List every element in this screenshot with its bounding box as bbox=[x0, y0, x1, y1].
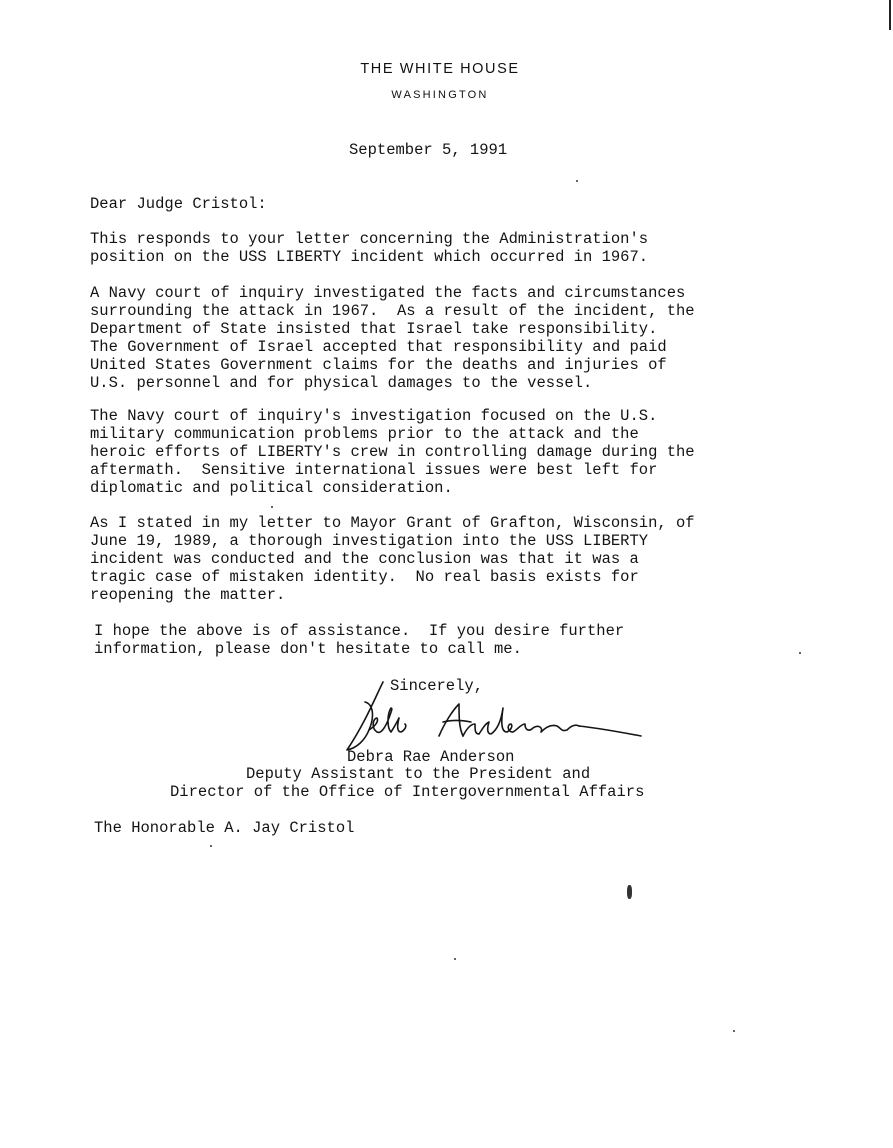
paragraph-line: information, please don't hesitate to call me. bbox=[94, 640, 522, 658]
paragraph-2 bbox=[90, 284, 695, 392]
paragraph-line: reopening the matter. bbox=[90, 586, 286, 604]
recipient: The Honorable A. Jay Cristol bbox=[94, 819, 355, 837]
scan-speck bbox=[271, 506, 273, 508]
letter-date: September 5, 1991 bbox=[349, 141, 508, 159]
paragraph-line: A Navy court of inquiry investigated the facts and circumstances bbox=[90, 284, 686, 302]
paragraph-5 bbox=[94, 622, 624, 658]
scan-edge-mark bbox=[889, 0, 891, 30]
signer-title-line-1: Deputy Assistant to the President and bbox=[246, 765, 591, 783]
salutation: Dear Judge Cristol: bbox=[90, 195, 267, 213]
letterhead-city: WASHINGTON bbox=[391, 89, 489, 101]
scan-speck bbox=[799, 652, 801, 654]
scan-speck bbox=[576, 180, 578, 182]
paragraph-line: position on the USS LIBERTY incident which occurred in 1967. bbox=[90, 248, 649, 266]
paragraph-1 bbox=[90, 230, 648, 266]
paragraph-line: June 19, 1989, a thorough investigation into the USS LIBERTY bbox=[90, 532, 649, 550]
scan-speck bbox=[733, 1030, 735, 1032]
paragraph-line: aftermath. Sensitive international issues were best left for bbox=[90, 461, 658, 479]
paragraph-line: military communication problems prior to the attack and the bbox=[90, 425, 639, 443]
paragraph-line: surrounding the attack in 1967. As a result of the incident, the bbox=[90, 302, 695, 320]
signer-name: Debra Rae Anderson bbox=[347, 748, 515, 766]
letterhead-title: THE WHITE HOUSE bbox=[360, 61, 520, 77]
paragraph-line: As I stated in my letter to Mayor Grant of Grafton, Wisconsin, of bbox=[90, 514, 695, 532]
scan-speck bbox=[627, 885, 632, 899]
paragraph-4 bbox=[90, 514, 695, 604]
paragraph-line: incident was conducted and the conclusion was that it was a bbox=[90, 550, 639, 568]
paragraph-line: Department of State insisted that Israel take responsibility. bbox=[90, 320, 658, 338]
closing: Sincerely, bbox=[390, 677, 484, 695]
paragraph-line: United States Government claims for the deaths and injuries of bbox=[90, 356, 667, 374]
paragraph-line: heroic efforts of LIBERTY's crew in controlling damage during the bbox=[90, 443, 695, 461]
paragraph-line: U.S. personnel and for physical damages to the vessel. bbox=[90, 374, 593, 392]
scan-speck bbox=[454, 958, 456, 960]
paragraph-line: I hope the above is of assistance. If you desire further bbox=[94, 622, 625, 640]
paragraph-line: The Government of Israel accepted that responsibility and paid bbox=[90, 338, 667, 356]
paragraph-line: The Navy court of inquiry's investigation focused on the U.S. bbox=[90, 407, 658, 425]
paragraph-3 bbox=[90, 407, 695, 497]
paragraph-line: diplomatic and political consideration. bbox=[90, 479, 453, 497]
signer-title-line-2: Director of the Office of Intergovernmental Affairs bbox=[170, 783, 645, 801]
paragraph-line: tragic case of mistaken identity. No real basis exists for bbox=[90, 568, 639, 586]
scan-speck bbox=[210, 845, 212, 847]
paragraph-line: This responds to your letter concerning the Administration's bbox=[90, 230, 649, 248]
